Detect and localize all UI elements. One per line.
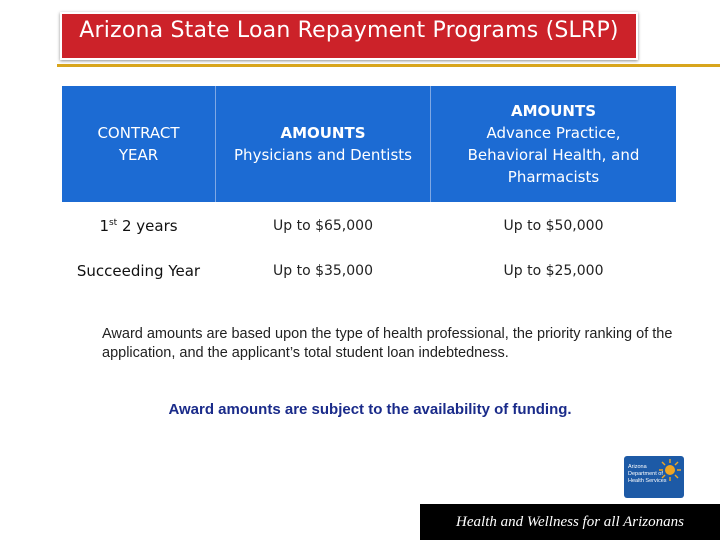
funding-notice: Award amounts are subject to the availability of funding. — [168, 401, 572, 418]
row-label-succeeding: Succeeding Year — [76, 262, 201, 280]
footer-tagline — [420, 504, 720, 540]
row-label-suffix: 2 years — [117, 217, 178, 235]
header-advance-practice — [431, 86, 676, 202]
header-physicians-strong: AMOUNTS — [280, 124, 366, 142]
cell-advance-first: Up to $50,000 — [503, 218, 604, 234]
table-header — [62, 86, 676, 202]
title-divider — [57, 64, 720, 67]
header-physicians — [215, 86, 431, 202]
header-advance-strong: AMOUNTS — [510, 102, 597, 120]
header-contract-year — [62, 86, 215, 202]
loan-amounts-table — [62, 86, 676, 292]
logo-line1: Arizona — [628, 464, 647, 470]
row-label-sup: st — [108, 218, 118, 228]
logo-line3: Health Services — [628, 478, 667, 484]
table-row — [62, 250, 676, 292]
logo-line2: Department of — [628, 471, 663, 477]
table-row — [62, 202, 676, 250]
header-advance-sub-line2: Behavioral Health, and — [467, 146, 640, 164]
cell-physicians-succeeding: Up to $35,000 — [273, 263, 373, 279]
cell-physicians-first: Up to $65,000 — [273, 218, 373, 234]
page-title: Arizona State Loan Repayment Programs (SLRP) — [79, 17, 619, 43]
header-contract-line2: YEAR — [118, 146, 159, 164]
cell-advance-succeeding: Up to $25,000 — [503, 263, 604, 279]
adhs-logo — [624, 456, 684, 498]
award-basis-note: Award amounts are based upon the type of health professional, the priority ranking of the application, and the applicant’s total student loan indebtedness. — [102, 326, 673, 361]
row-label-prefix: 1 — [99, 217, 109, 235]
logo-text — [628, 464, 684, 485]
tagline-text: Health and Wellness for all Arizonans — [456, 513, 684, 530]
header-advance-sub-line3: Pharmacists — [507, 168, 600, 186]
title-banner — [60, 12, 638, 60]
header-advance-sub-line1: Advance Practice, — [486, 124, 621, 142]
header-contract-line1: CONTRACT — [97, 124, 180, 142]
header-physicians-sub: Physicians and Dentists — [234, 146, 412, 164]
row-label-first-years — [62, 217, 215, 235]
